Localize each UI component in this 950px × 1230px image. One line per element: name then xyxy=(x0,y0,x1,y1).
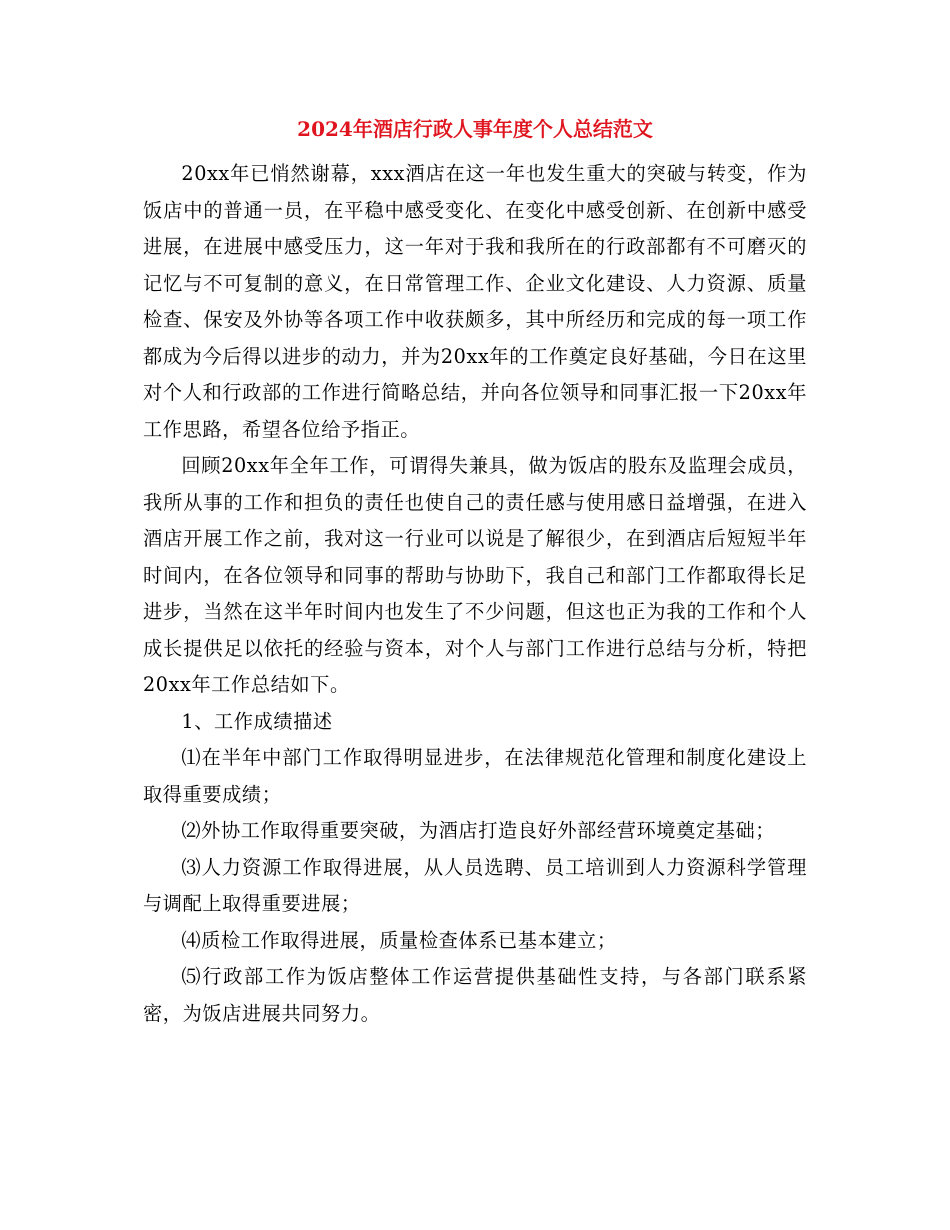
list-item: ⑴在半年中部门工作取得明显进步，在法律规范化管理和制度化建设上取得重要成绩； xyxy=(143,746,807,806)
list-item: ⑷质检工作取得进展，质量检查体系已基本建立； xyxy=(181,928,617,952)
paragraph-review: 回顾20xx年全年工作，可谓得失兼具，做为饭店的股东及监理会成员，我所从事的工作和担负的责任也使自己的责任感与使用感日益增强，在进入酒店开展工作之前，我对这一行业可以说是了解很少，在到酒店后短短半年时间内，在各位领导和同事的帮助与协助下，我自己和部门工作都取得长足进步，当然在这半年时间内也发生了不少问题，但这也正为我的工作和个人成长提供足以依托的经验与资本，对个人与部门工作进行总结与分析，特把20xx年工作总结如下。 xyxy=(143,454,807,696)
section-heading: 1、工作成绩描述 xyxy=(181,709,333,733)
list-item: ⑸行政部工作为饭店整体工作运营提供基础性支持，与各部门联系紧密，为饭店进展共同努力。 xyxy=(143,965,807,1025)
list-item: ⑶人力资源工作取得进展，从人员选聘、员工培训到人力资源科学管理与调配上取得重要进展； xyxy=(143,855,807,915)
document-body xyxy=(143,156,807,1032)
list-item: ⑵外协工作取得重要突破，为酒店打造良好外部经营环境奠定基础； xyxy=(181,819,776,842)
document-title: 2024年酒店行政人事年度个人总结范文 xyxy=(297,117,653,141)
paragraph-intro: 20xx年已悄然谢幕，xxx酒店在这一年也发生重大的突破与转变，作为饭店中的普通一员，在平稳中感受变化、在变化中感受创新、在创新中感受进展，在进展中感受压力，这一年对于我和我所在的行政部都有不可磨灭的记忆与不可复制的意义，在日常管理工作、企业文化建设、人力资源、质量检查、保安及外协等各项工作中收获颇多，其中所经历和完成的每一项工作都成为今后得以进步的动力，并为20xx年的工作奠定良好基础，今日在这里对个人和行政部的工作进行简略总结，并向各位领导和同事汇报一下20xx年工作思路，希望各位给予指正。 xyxy=(143,162,807,441)
